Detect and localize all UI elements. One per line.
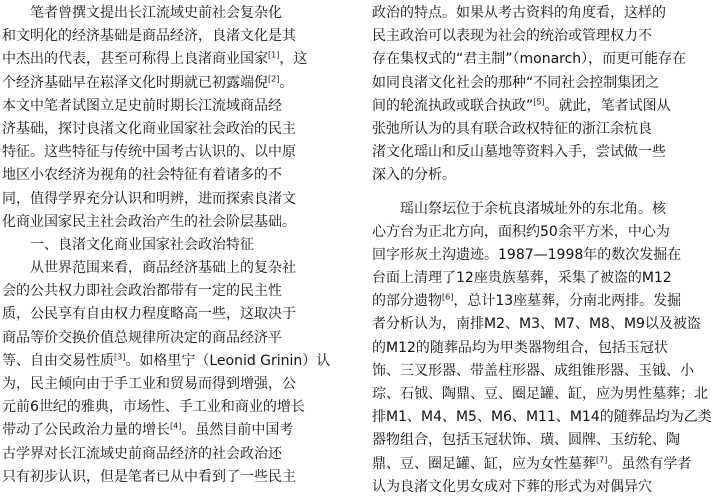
line-text: 深入的分析。 (372, 167, 456, 184)
citation-marker: [4] (170, 421, 182, 431)
text-line (2, 327, 358, 350)
text-line (2, 303, 358, 326)
line-text: 特征。这些特征与传统中国考古认识的、以中原 (2, 144, 296, 161)
text-line (2, 72, 358, 95)
text-line (372, 313, 724, 336)
line-text: 民主政治可以表现为社会的统治或管理权力不 (372, 28, 652, 45)
text-line (2, 95, 358, 118)
text-line (372, 290, 724, 313)
citation-marker: [7] (596, 454, 608, 464)
section-heading (2, 234, 358, 257)
text-line (372, 95, 724, 118)
text-line (2, 25, 358, 48)
line-text: 器物组合，包括玉冠状饰、璜、圆牌、玉纺轮、陶 (372, 432, 680, 449)
citation-marker: [5] (533, 97, 545, 107)
line-text-continued: ，这 (279, 51, 308, 68)
line-text: 带动了公民政治力量的增长 (2, 422, 170, 439)
line-text: 政治的特点。如果从考古资料的角度看，这样的 (372, 5, 666, 21)
text-line (2, 280, 358, 303)
text-line (372, 141, 724, 164)
text-line (372, 406, 724, 429)
text-line (2, 48, 358, 71)
line-text: 鼎、豆、圈足罐、缸，应为女性墓葬 (372, 455, 596, 472)
text-line (372, 221, 724, 244)
text-line (2, 419, 358, 442)
text-line (372, 267, 724, 290)
text-line (2, 188, 358, 211)
line-text-continued: 。就此，笔者试图从 (544, 97, 671, 114)
text-line (372, 429, 724, 452)
text-line (2, 2, 358, 25)
line-text: 间的轮流执政或联合执政” (372, 97, 534, 114)
line-text: 济基础，探讨良渚文化商业国家社会政治的民主 (2, 120, 296, 137)
line-text: 心方台为正北方向，面积约50余平方米，中心为 (372, 223, 670, 240)
line-text: 台面上清理了12座贵族墓葬，采集了被盗的M12 (372, 270, 672, 287)
line-text: 商品等价交换价值总规律所决定的商品经济平 (2, 329, 282, 346)
text-line (2, 373, 358, 396)
text-line (372, 383, 724, 406)
line-text: 存在集权式的“君主制”（monarch），而更可能存在 (372, 51, 687, 68)
line-text-continued: 。虽然有学者 (607, 455, 692, 472)
line-text: 同，值得学界充分认识和明辨，进而探索良渚文 (2, 190, 296, 207)
line-text-continued: ，总计13座墓葬，分南北两排。发掘 (453, 293, 682, 310)
line-text: 排M1、M4、M5、M6、M11、M14的随葬品均为乙类 (372, 409, 712, 426)
text-line (372, 25, 724, 48)
line-text: 渚文化瑶山和反山墓地等资料入手，尝试做一些 (372, 144, 666, 161)
line-text: 琮、石钺、陶鼎、豆、圈足罐、缸，应为男性墓葬；北 (372, 386, 708, 402)
text-line (372, 48, 724, 71)
paragraph-gap (372, 188, 724, 198)
text-line (372, 72, 724, 95)
text-line (2, 443, 358, 466)
text-line (2, 141, 358, 164)
text-line (372, 360, 724, 383)
line-text: 瑶山祭坛位于余杭良渚城址外的东北角。核 (400, 200, 666, 217)
line-text: 一、良渚文化商业国家社会政治特征 (30, 236, 254, 253)
line-text: 为，民主倾向由于手工业和贸易而得到增强，公 (2, 376, 296, 392)
text-line (2, 396, 358, 419)
text-line (2, 257, 358, 280)
text-line (372, 453, 724, 476)
text-line (372, 244, 724, 267)
line-text: 会的公共权力即社会政治都带有一定的民主性 (2, 283, 282, 300)
text-line (372, 198, 724, 221)
line-text: 和文明化的经济基础是商品经济，良渚文化是其 (2, 28, 296, 45)
text-line (372, 118, 724, 141)
citation-marker: [1] (268, 50, 280, 60)
line-text: 中杰出的代表，甚至可称得上良渚商业国家 (2, 51, 268, 68)
line-text-continued: 。如格里宁（Leonid Grinin）认 (125, 352, 331, 369)
line-text: 只有初步认识，但是笔者已从中看到了一些民主 (2, 468, 296, 485)
line-text: 化商业国家民主社会政治产生的社会阶层基础。 (2, 213, 296, 230)
line-text: 等、自由交易性质 (2, 352, 114, 369)
line-text: 古学界对长江流域史前商品经济的社会政治还 (2, 445, 282, 462)
line-text: 本文中笔者试图立足史前时期长江流域商品经 (2, 97, 282, 114)
left-column (2, 2, 358, 489)
right-column (372, 2, 724, 499)
line-text: 个经济基础早在崧泽文化时期就已初露端倪 (2, 74, 268, 91)
citation-marker: [6] (442, 292, 454, 302)
line-text: 回字形灰土沟遗迹。1987—1998年的数次发掘在 (372, 246, 682, 263)
line-text: 者分析认为，南排M2、M3、M7、M8、M9以及被盗 (372, 316, 701, 333)
line-text: 质，公民享有自由权力程度略高一些，这取决于 (2, 306, 296, 323)
text-line (372, 164, 724, 187)
line-text: 饰、三叉形器、带盖柱形器、成组锥形器、玉钺、小 (372, 362, 694, 379)
line-text: 的M12的随葬品均为甲类器物组合，包括玉冠状 (372, 339, 668, 356)
text-line (372, 337, 724, 360)
line-text: 认为良渚文化男女成对下葬的形式为对偶异穴 (372, 478, 652, 495)
line-text: 元前6世纪的雅典，市场性、手工业和商业的增长 (2, 399, 305, 416)
citation-marker: [2] (268, 73, 280, 83)
text-line (2, 211, 358, 234)
line-text: 从世界范围来看，商品经济基础上的复杂社 (30, 260, 296, 277)
text-line (372, 2, 724, 25)
line-text: 张弛所认为的具有联合政权特征的浙江余杭良 (372, 120, 652, 137)
text-line (2, 350, 358, 373)
text-line (372, 476, 724, 499)
line-text: 地区小农经济为视角的社会特征有着诸多的不 (2, 167, 282, 184)
text-line (2, 466, 358, 489)
line-text-continued: 。 (279, 74, 294, 91)
line-text: 笔者曾撰文提出长江流域史前社会复杂化 (30, 5, 282, 21)
line-text-continued: 。虽然目前中国考 (181, 422, 294, 439)
line-text: 如同良渚文化社会的那种“不同社会控制集团之 (372, 74, 660, 91)
text-line (2, 164, 358, 187)
text-line (2, 118, 358, 141)
line-text: 的部分遗物 (372, 293, 442, 310)
citation-marker: [3] (114, 352, 126, 362)
